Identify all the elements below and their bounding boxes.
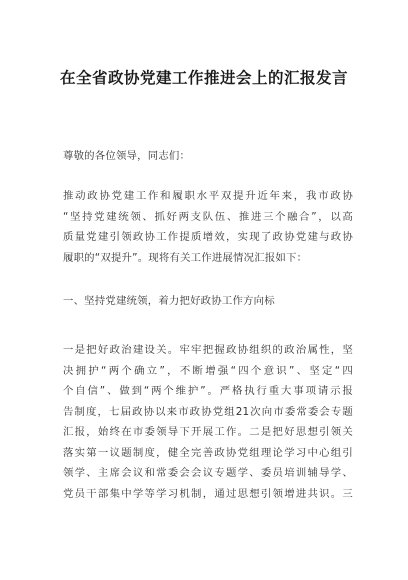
intro-paragraph	[63, 186, 353, 268]
document-title: 在全省政协党建工作推进会上的汇报发言	[59, 68, 348, 87]
intro-line: 履职的“双提升”。现将有关工作进展情况汇报如下：	[63, 251, 308, 264]
body-paragraph	[63, 340, 353, 504]
body-line: 领学、主席会议和常委会会议专题学、委员培训辅导学、	[63, 467, 353, 479]
intro-line: 推动政协党建工作和履职水平双提升近年来，我市政协	[63, 190, 353, 202]
body-line: 告制度，七届政协以来市政协党组21次向市委常委会专题	[63, 405, 353, 418]
body-line: 个自信”、做到“两个维护”。严格执行重大事项请示报	[63, 385, 353, 397]
body-line: 党员干部集中学等学习机制，通过思想引领增进共识。三	[63, 487, 353, 500]
salutation: 尊敬的各位领导，同志们：	[63, 150, 191, 162]
intro-line: “坚持党建统领、抓好两支队伍、推进三个融合”，以高	[63, 210, 353, 223]
body-line: 决拥护“两个确立”，不断增强“四个意识”、坚定“四	[63, 364, 353, 377]
body-line: 落实第一议题制度，健全完善政协党组理论学习中心组引	[63, 446, 353, 459]
intro-line: 质量党建引领政协工作提质增效，实现了政协党建与政协	[63, 231, 353, 243]
body-line: 汇报，始终在市委领导下开展工作。二是把好思想引领关	[63, 426, 353, 438]
section-heading: 一、坚持党建统领，着力把好政协工作方向标	[63, 295, 275, 307]
body-line: 一是把好政治建设关。牢牢把握政协组织的政治属性，坚	[63, 344, 353, 356]
